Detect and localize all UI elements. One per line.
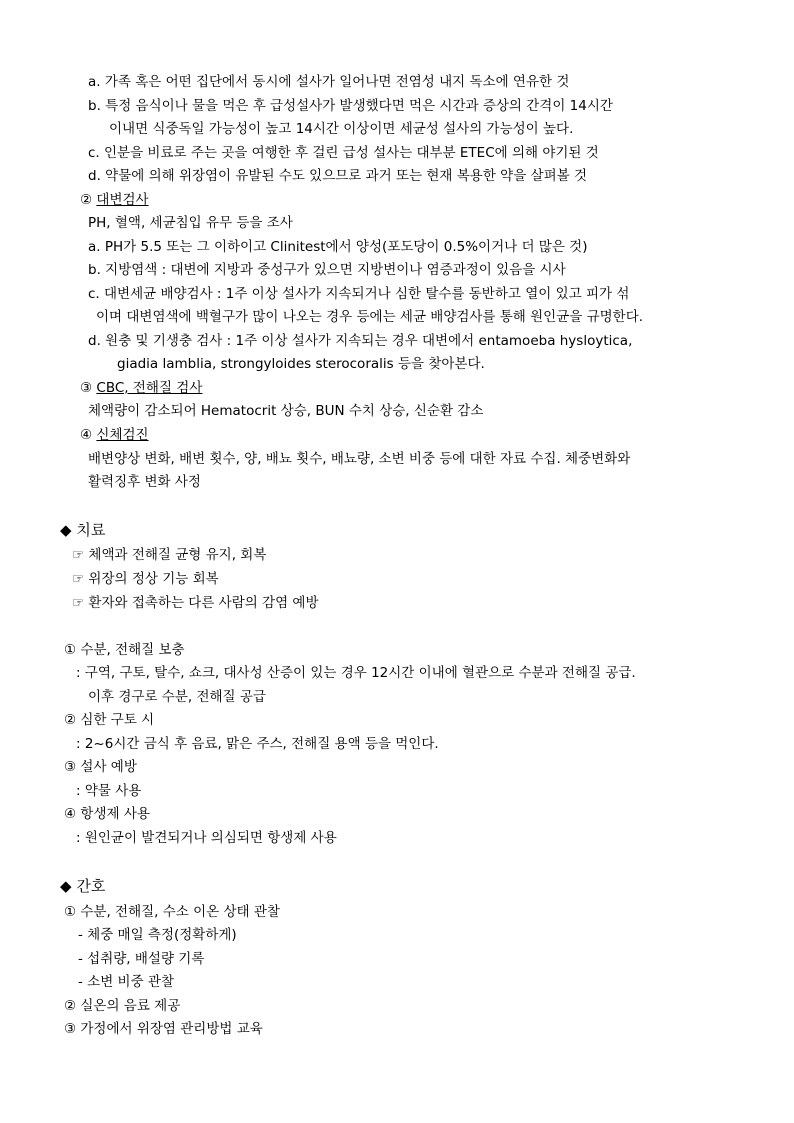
treatment-step-4: ④ 항생제 사용 (64, 806, 150, 822)
pointing-hand-icon: ☞ (72, 571, 85, 587)
nursing-item-2: ② 실온의 음료 제공 (64, 998, 181, 1014)
treatment-step-3: ③ 설사 예방 (64, 759, 137, 775)
physical-title: 신체검진 (96, 427, 149, 443)
physical-line-1: 배변양상 변화, 배변 횟수, 양, 배뇨 횟수, 배뇨량, 소변 비중 등에 대한 자료 수집. 체중변화와 (88, 451, 631, 467)
physical-number: ④ (80, 427, 93, 443)
diamond-bullet-icon: ◆ (60, 877, 72, 895)
nursing-item-1: ① 수분, 전해질, 수소 이온 상태 관찰 (64, 904, 280, 920)
stool-intro: PH, 혈액, 세균침입 유무 등을 조사 (88, 215, 293, 231)
treatment-step-2-line-1: : 2~6시간 금식 후 음료, 맑은 주스, 전해질 용액 등을 먹인다. (76, 736, 439, 752)
pointing-hand-icon: ☞ (72, 547, 85, 563)
treatment-title: 치료 (76, 521, 106, 539)
diamond-bullet-icon: ◆ (60, 521, 72, 539)
treatment-heading (60, 520, 105, 540)
stool-item-b: b. 지방염색 : 대변에 지방과 중성구가 있으면 지방변이나 염증과정이 있음을 시사 (88, 262, 566, 278)
stool-item-a: a. PH가 5.5 또는 그 이하이고 Clinitest에서 양성(포도당이 0.5%이거나 더 많은 것) (88, 239, 588, 255)
stool-heading (80, 190, 149, 210)
treatment-step-1-line-2: 이후 경구로 수분, 전해질 공급 (88, 689, 266, 705)
history-item-b-cont: 이내면 식중독일 가능성이 높고 14시간 이상이면 세균성 설사의 가능성이 높다. (109, 121, 574, 137)
stool-number: ② (80, 192, 93, 208)
nursing-sub-1: - 체중 매일 측정(정확하게) (78, 927, 237, 943)
stool-item-c-cont: 이며 대변염색에 백혈구가 많이 나오는 경우 등에는 세균 배양검사를 통해 원인균을 규명한다. (96, 309, 644, 325)
history-item-d: d. 약물에 의해 위장염이 유발된 수도 있으므로 과거 또는 현재 복용한 약을 살펴볼 것 (88, 168, 587, 184)
cbc-number: ③ (80, 380, 93, 396)
treatment-goal-1: ☞ 체액과 전해질 균형 유지, 회복 (72, 547, 267, 563)
treatment-goal-3: ☞ 환자와 접촉하는 다른 사람의 감염 예방 (72, 595, 319, 611)
treatment-step-3-line-1: : 약물 사용 (76, 783, 142, 799)
treatment-step-4-line-1: : 원인균이 발견되거나 의심되면 항생제 사용 (76, 830, 337, 846)
nursing-sub-2: - 섭취량, 배설량 기록 (78, 951, 205, 967)
treatment-step-1-line-1: : 구역, 구토, 탈수, 쇼크, 대사성 산증이 있는 경우 12시간 이내에 혈관으로 수분과 전해질 공급. (76, 665, 636, 681)
history-item-b: b. 특정 음식이나 물을 먹은 후 급성설사가 발생했다면 먹은 시간과 증상의 간격이 14시간 (88, 98, 613, 114)
cbc-title: CBC, 전해질 검사 (96, 380, 203, 396)
cbc-body: 체액량이 감소되어 Hematocrit 상승, BUN 수치 상승, 신순환 감소 (88, 403, 484, 419)
stool-title: 대변검사 (96, 192, 149, 208)
cbc-heading (80, 378, 202, 398)
treatment-goal-2: ☞ 위장의 정상 기능 회복 (72, 571, 219, 587)
pointing-hand-icon: ☞ (72, 595, 85, 611)
nursing-heading (60, 876, 105, 896)
stool-item-c: c. 대변세균 배양검사 : 1주 이상 설사가 지속되거나 심한 탈수를 동반하고 열이 있고 피가 섞 (88, 286, 630, 302)
nursing-title: 간호 (76, 877, 106, 895)
physical-heading (80, 425, 149, 445)
treatment-step-2: ② 심한 구토 시 (64, 712, 155, 728)
stool-item-d-cont: giadia lamblia, strongyloides sterocoralis 등을 찾아본다. (117, 356, 485, 372)
nursing-item-3: ③ 가정에서 위장염 관리방법 교육 (64, 1021, 263, 1037)
stool-item-d: d. 원충 및 기생충 검사 : 1주 이상 설사가 지속되는 경우 대변에서 entamoeba hysloytica, (88, 333, 633, 349)
history-item-a: a. 가족 혹은 어떤 집단에서 동시에 설사가 일어나면 전염성 내지 독소에 연유한 것 (88, 74, 570, 90)
treatment-step-1: ① 수분, 전해질 보충 (64, 642, 185, 658)
nursing-sub-3: - 소변 비중 관찰 (78, 974, 174, 990)
physical-line-2: 활력징후 변화 사정 (88, 474, 201, 490)
history-item-c: c. 인분을 비료로 주는 곳을 여행한 후 걸린 급성 설사는 대부분 ETEC에 의해 야기된 것 (88, 145, 599, 161)
